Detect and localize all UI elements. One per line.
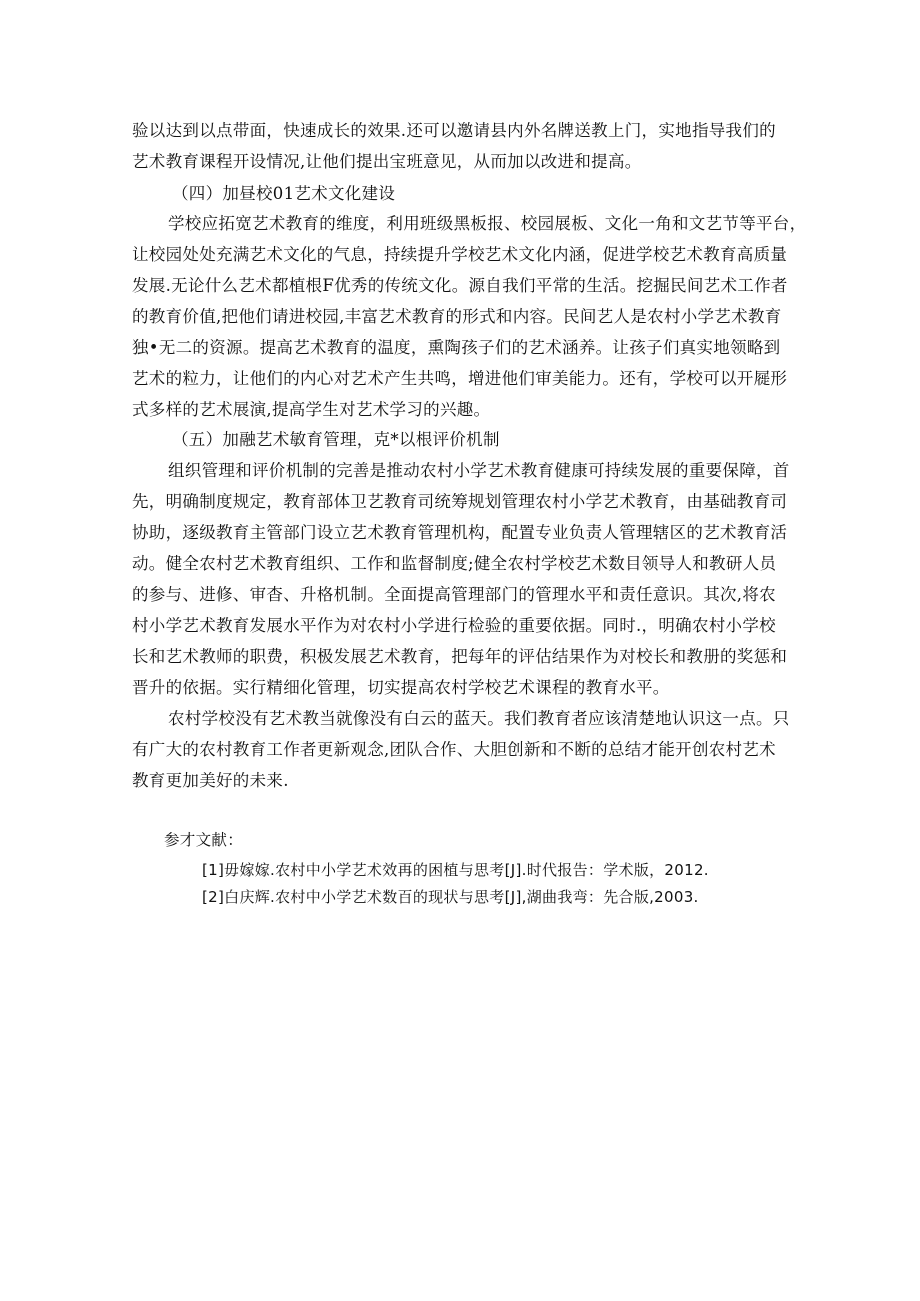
body-text-line: 村小学艺术教育发展水平作为对农村小学进行检验的重要依据。同时.，明确农村小学校 [132, 616, 776, 635]
body-text-line: 晋升的依据。实行精细化管理，切实提高农村学校艺术课程的教育水平。 [132, 678, 670, 697]
body-text-line: 的教育价值,把他们请进校园,丰富艺术教育的形式和内容。民间艺人是农村小学艺术教育 [132, 307, 782, 326]
body-text-line: 学校应拓宽艺术教育的维度，利用班级黑板报、校园展板、文化一角和文艺节等平台， [168, 214, 807, 233]
body-text-line: 的参与、进修、审杳、升格机制。全面提高管理部门的管理水平和责任意识。其次,将农 [132, 585, 776, 604]
body-text-line: 独•无二的资源。提高艺术教育的温度，熏陶孩子们的艺术涵养。让孩子们真实地领略到 [132, 338, 781, 357]
body-text-line: 组织管理和评价机制的完善是推动农村小学艺术教育健康可持续发展的重要保障，首 [168, 461, 790, 480]
body-text-line: 式多样的艺术展演,提高学生对艺术学习的兴趣。 [132, 400, 491, 419]
body-text-line: 有广大的农村教育工作者更新观念,团队合作、大胆创新和不断的总结才能开创农村艺术 [132, 740, 776, 759]
body-text-line: 验以达到以点带面，快速成长的效果.还可以邀请县内外名牌送教上门，实地指导我们的 [132, 121, 776, 140]
body-text-line: 教育更加美好的未来. [132, 771, 289, 790]
body-text-line: 动。健全农村艺术教育组织、工作和监督制度;健全农村学校艺术数目领导人和教研人员 [132, 554, 777, 573]
body-text-line: 艺术的粒力，让他们的内心对艺术产生共鸣，增进他们审美能力。还有，学校可以开屣形 [132, 369, 788, 388]
body-text-line: 发展.无论什么艺术都植根F优秀的传统文化。源自我们平常的生活。挖掘民间艺术工作者 [132, 276, 788, 295]
section-heading: （五）加融艺术敏育管理，克*以根评价机制 [172, 430, 500, 449]
body-text-line: 让校园处处充满艺术文化的气息，持续提升学校艺术文化内涵，促进学校艺术教育高质量 [132, 245, 788, 264]
body-text-line: 协助，逐级教育主管部门设立艺术教育管理机构，配置专业负责人管理辖区的艺术教育活 [132, 523, 788, 542]
reference-item: [2]白庆辉.农村中小学艺术数百的现状与思考[J],湖曲我弯：先合版,2003. [202, 888, 699, 906]
reference-item: [1]毋嫁嫁.农村中小学艺术效再的困植与思考[J].时代报告：学术版，2012. [202, 861, 709, 879]
body-text-line: 农村学校没有艺术教当就像没有白云的蓝天。我们教育者应该清楚地认识这一点。只 [168, 709, 790, 728]
references-heading: 参才文献： [164, 831, 244, 849]
section-heading: （四）加昼校01艺术文化建设 [172, 184, 396, 203]
body-text-line: 艺术教育课程开设情况,让他们提出宝班意见，从而加以改进和提高。 [132, 152, 642, 171]
body-text-line: 长和艺术教师的职费，积极发展艺术教育，把每年的评估结果作为对校长和教册的奖惩和 [132, 647, 788, 666]
body-text-line: 先，明确制度规定，教育部体卫艺教育司统筹规划管理农村小学艺术教育，由基础教育司 [132, 492, 788, 511]
